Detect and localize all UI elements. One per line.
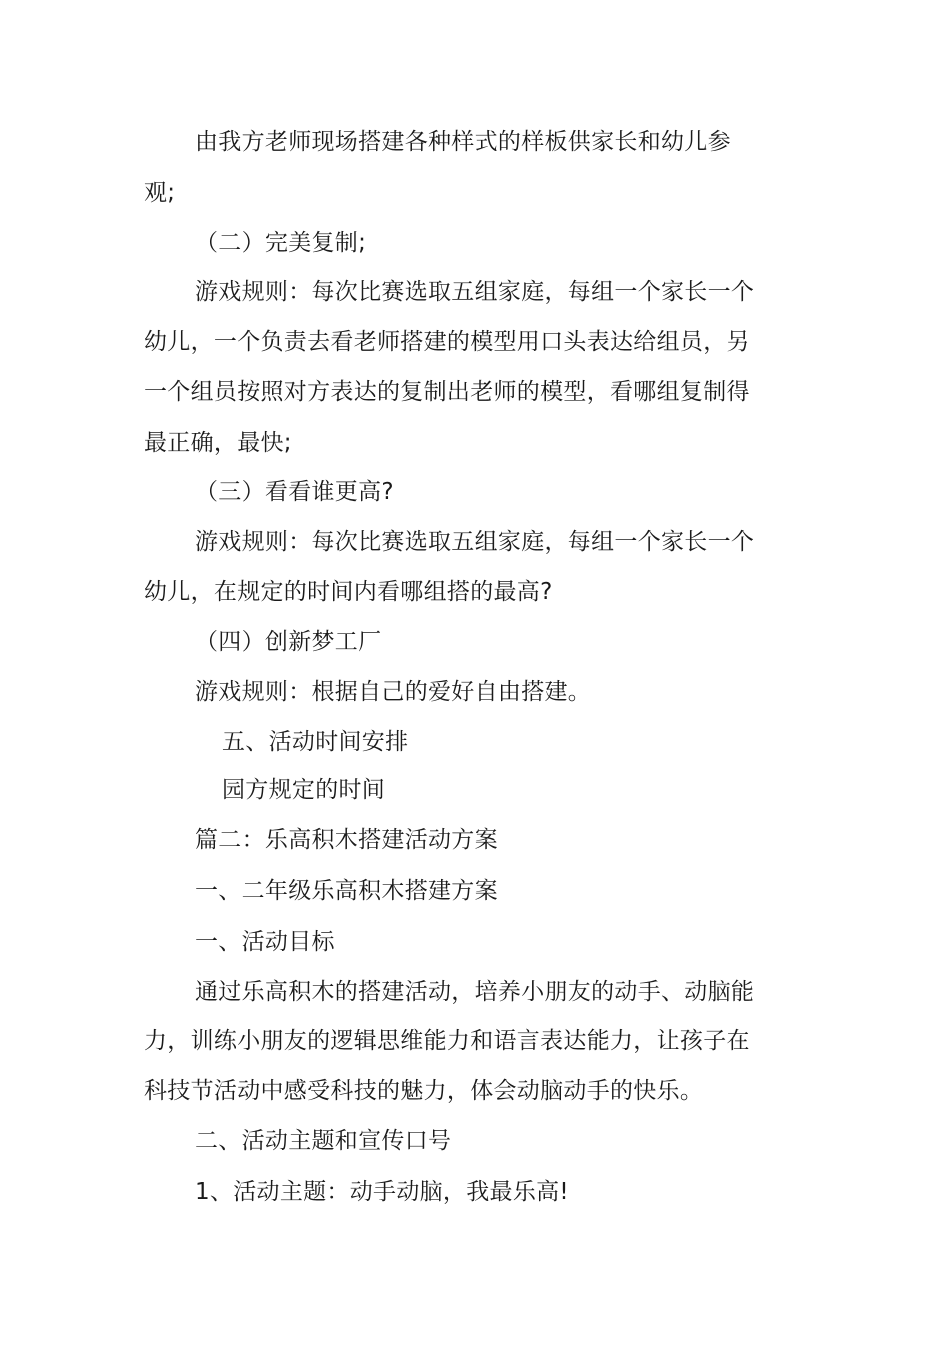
paragraph-line: 观;	[144, 180, 176, 206]
paragraph-line: 园方规定的时间	[222, 777, 386, 803]
paragraph-line: 游戏规则：每次比赛选取五组家庭，每组一个家长一个	[195, 529, 755, 555]
section-heading: （三）看看谁更高?	[195, 479, 394, 505]
paragraph-line: 游戏规则：根据自己的爱好自由搭建。	[195, 679, 592, 705]
section-heading: 二、活动主题和宣传口号	[195, 1128, 452, 1154]
paragraph-line: 1、活动主题：动手动脑，我最乐高!	[195, 1179, 569, 1205]
paragraph-line: 一个组员按照对方表达的复制出老师的模型，看哪组复制得	[144, 379, 750, 405]
paragraph-line: 通过乐高积木的搭建活动，培养小朋友的动手、动脑能	[195, 979, 755, 1005]
section-heading: （二）完美复制;	[195, 230, 367, 256]
paragraph-line: 幼儿，一个负责去看老师搭建的模型用口头表达给组员，另	[144, 329, 750, 355]
section-heading: 五、活动时间安排	[222, 729, 409, 755]
section-heading: （四）创新梦工厂	[195, 629, 382, 655]
paragraph-line: 力，训练小朋友的逻辑思维能力和语言表达能力，让孩子在	[144, 1028, 750, 1054]
paragraph-line: 科技节活动中感受科技的魅力，体会动脑动手的快乐。	[144, 1078, 704, 1104]
paragraph-line: 游戏规则：每次比赛选取五组家庭，每组一个家长一个	[195, 279, 755, 305]
section-heading: 一、二年级乐高积木搭建方案	[195, 878, 498, 904]
paragraph-line: 幼儿，在规定的时间内看哪组搭的最高?	[144, 579, 553, 605]
chapter-heading: 篇二：乐高积木搭建活动方案	[195, 827, 498, 853]
paragraph-line: 最正确，最快;	[144, 430, 292, 456]
paragraph-line: 由我方老师现场搭建各种样式的样板供家长和幼儿参	[195, 129, 731, 155]
section-heading: 一、活动目标	[195, 929, 335, 955]
